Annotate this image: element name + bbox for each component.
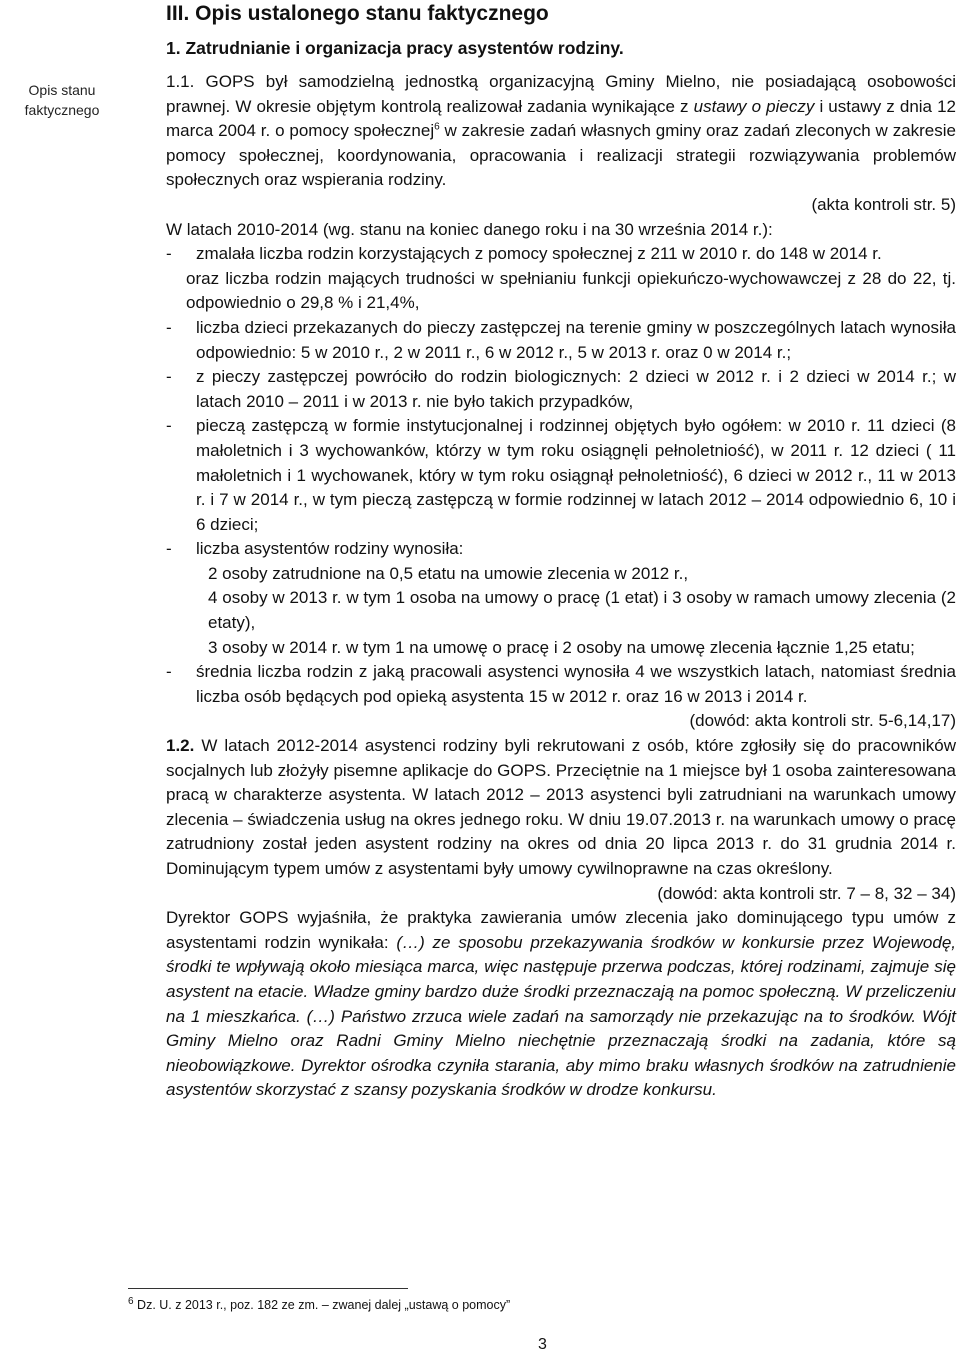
list-item-text: liczba asystentów rodziny wynosiła: [196,539,464,559]
list-item [166,242,956,267]
director-explanation [166,906,956,1103]
dash-bullet: - [166,244,172,264]
sub-list-item: 4 osoby w 2013 r. w tym 1 osoba na umowy o pracę (1 etat) i 3 osoby w ramach umowy zlecenia (2 etaty), [208,588,956,633]
source-reference: (dowód: akta kontroli str. 7 – 8, 32 – 34) [657,883,956,903]
source-reference: (dowód: akta kontroli str. 5-6,14,17) [689,711,956,731]
footnote-text: Dz. U. z 2013 r., poz. 182 ze zm. – zwanej dalej „ustawą o pomocy” [133,1298,511,1312]
sub-list-item: 2 osoby zatrudnione na 0,5 etatu na umowie zlecenia w 2012 r., [208,563,689,583]
list-item [166,660,956,709]
director-quote: (…) ze sposobu przekazywania środków w konkursie przez Wojewodę, środki te wpływają około miesiąca marca, więc następuje przerwa podczas, której rodzinami, zajmuje się asystent na etacie. Władze gminy bardzo duże środki przeznaczają na pomoc społeczną. W przeliczeniu na 1 mieszkańca. (…) Państwo zrzuca wiele zadań na samorządy nie przekazując na to środków. Wójt Gminy Mielno oraz Radni Gminy Mielno niechętnie przeznaczają środki na zadania, które są nieobowiązkowe. Dyrektor ośrodka czyniła starania, aby mimo braku własnych środków na zatrudnienie asystentów skorzystać z szansy pozyskania środków w drodze konkursu. [166,932,957,1100]
dash-bullet: - [166,367,172,387]
law-reference: ustawy o pieczy [693,96,815,116]
footnote-separator [128,1288,408,1289]
list-item-text: liczba dzieci przekazanych do pieczy zastępczej na terenie gminy w poszczególnych latach wynosiła odpowiednio: 5 w 2010 r., 2 w 2011 r., 6 w 2012 r., 5 w 2013 r. oraz 0 w 2014 r.; [196,317,956,362]
footnote-reference[interactable]: 6 [434,121,440,133]
document-body [166,70,956,1103]
dash-bullet: - [166,416,172,436]
paragraph-text: w zakresie zadań własnych gminy oraz zadań zleconych w zakresie pomocy społecznej, koordynowania, opracowania i realizacji strategii rozwiązywania problemów społecznych oraz wspierania rodziny. [166,121,956,190]
paragraph-1-2 [166,734,956,882]
list-item [166,414,956,537]
dash-bullet: - [166,539,172,559]
dash-bullet: - [166,662,172,682]
list-item-continuation: oraz liczba rodzin mających trudności w spełnianiu funkcji opiekuńczo-wychowawczej z 28 do 22, tj. odpowiednio o 29,8 % i 21,4%, [186,268,956,313]
sub-list-item: 3 osoby w 2014 r. w tym 1 na umowę o pracę i 2 osoby na umowę zlecenia łącznie 1,25 etatu; [208,637,915,657]
list-item [166,316,956,365]
director-intro: Dyrektor GOPS wyjaśniła, że praktyka zawierania umów zlecenia jako dominującego typu umów z asystentami rodzin wynikała: [166,908,956,952]
years-intro: W latach 2010-2014 (wg. stanu na koniec danego roku i na 30 września 2014 r.): [166,219,773,239]
section-title: III. Opis ustalonego stanu faktycznego [166,2,549,25]
paragraph-number: 1.1. [166,72,195,91]
footnote-number: 6 [128,1295,134,1307]
list-item-text: z pieczy zastępczej powróciło do rodzin biologicznych: 2 dzieci w 2012 r. i 2 dzieci w 2014 r.; w latach 2010 – 2011 i w 2013 r. nie było takich przypadków, [196,367,956,411]
margin-note: Opis stanu faktycznego [24,82,100,118]
list-item-text: średnia liczba rodzin z jaką pracowali asystenci wynosiła 4 we wszystkich latach, natomiast średnia liczba osób będących pod opieką asystenta 15 w 2012 r. oraz 16 w 2013 i 2014 r. [196,662,956,706]
list-item-text: zmalała liczba rodzin korzystających z pomocy społecznej z 211 w 2010 r. do 148 w 2014 r. [196,244,882,264]
list-item [166,365,956,414]
page-number: 3 [538,1336,547,1353]
paragraph-text: W latach 2012-2014 asystenci rodziny byli rekrutowani z osób, które zgłosiły się do pracowników socjalnych lub złożyły pisemne aplikacje do GOPS. Przeciętnie na 1 miejsce był 1 osoba zainteresowana pracą w charakterze asystenta. W latach 2012 – 2013 asystenci byli zatrudniani na warunkach umowy zlecenia – świadczenia usług na okres jednego roku. W dniu 19.07.2013 r. na warunkach umowy o pracę zatrudniony został jeden asystent rodziny na okres od dnia 20 lipca 2013 r. do 31 grudnia 2014 r. Dominującym typem umów z asystentami były umowy cywilnoprawne na czas określony. [166,736,956,878]
list-item [166,537,956,562]
paragraph-1-1 [166,70,956,193]
subsection-title: 1. Zatrudnianie i organizacja pracy asystentów rodziny. [166,38,624,58]
paragraph-text: GOPS był samodzielną jednostką organizacyjną Gminy Mielno, nie posiadającą osobowości prawnej. W okresie objętym kontrolą realizował zadania wynikające z [166,72,956,116]
paragraph-text: i ustawy z dnia 12 marca 2004 r. o pomocy społecznej [166,96,957,141]
list-item-text: pieczą zastępczą w formie instytucjonalnej i rodzinnej objętych było ogółem: w 2010 r. 11 dzieci (8 małoletnich i 3 wychowanków, którzy w tym roku osiągnęli pełnoletniość), w 2011 r. 12 dzieci ( 11 małoletnich i 1 wychowanek, który w tym roku osiągnął pełnoletniość), 6 dzieci w 2012 r., 11 w 2013 r. i 7 w 2014 r., w tym pieczą zastępczą w formie rodzinnej w latach 2012 – 2014 odpowiednio 6, 10 i 6 dzieci; [196,416,956,534]
dash-bullet: - [166,317,172,337]
footnote [128,1295,511,1312]
paragraph-number: 1.2. [166,736,195,756]
source-reference: (akta kontroli str. 5) [811,194,956,214]
